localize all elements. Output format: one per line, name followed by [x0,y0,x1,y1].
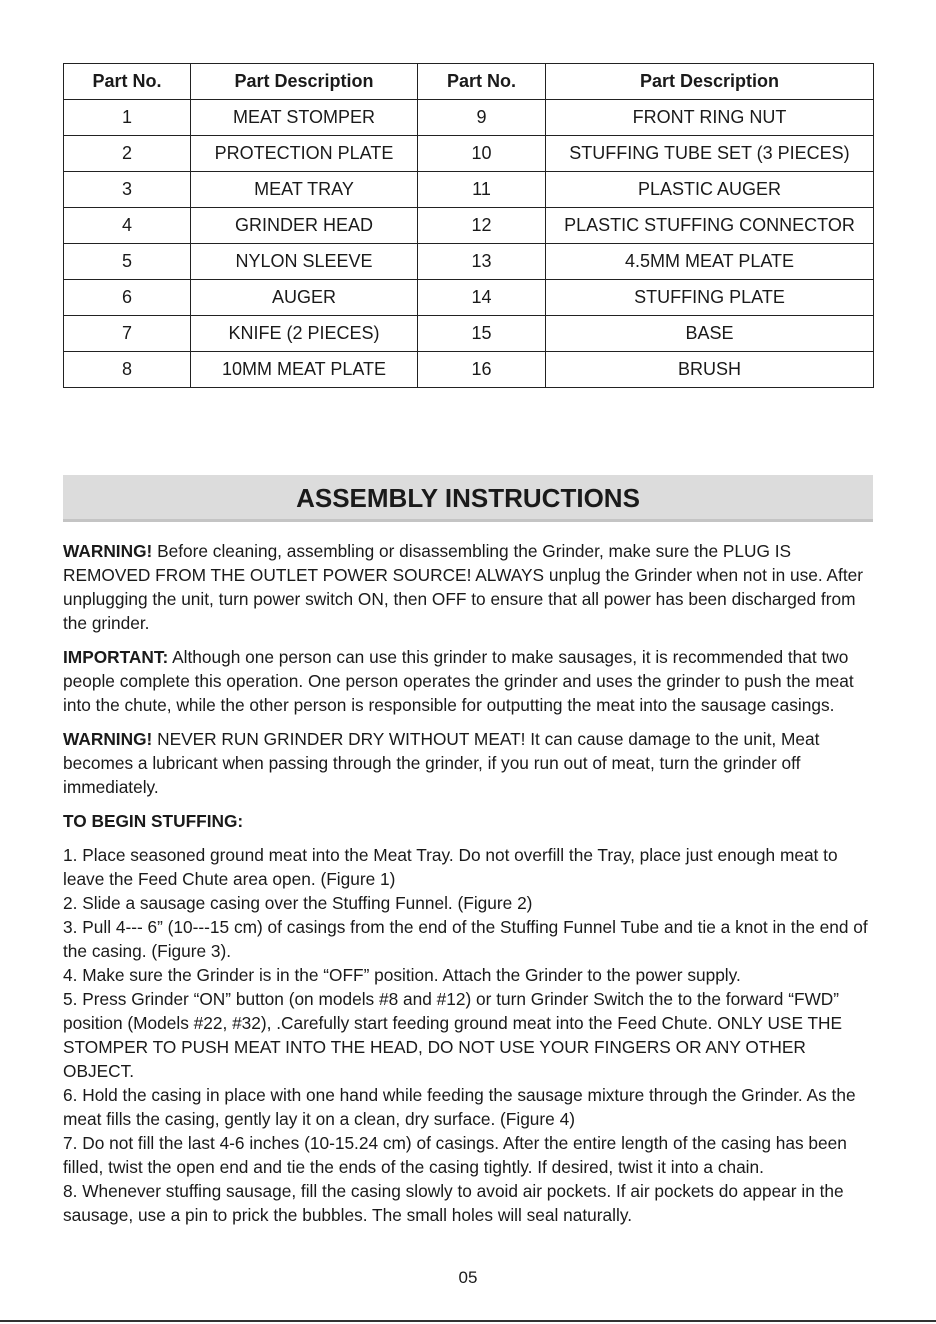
part-description-cell: PLASTIC AUGER [546,172,874,208]
part-number-cell: 4 [64,208,191,244]
part-description-cell: KNIFE (2 PIECES) [191,316,418,352]
warning-label: WARNING! [63,729,153,749]
table-row [64,352,874,388]
part-number-cell: 2 [64,136,191,172]
important-label: IMPORTANT: [63,647,169,667]
part-description-cell: 4.5MM MEAT PLATE [546,244,874,280]
table-row [64,244,874,280]
footer-divider [0,1320,936,1322]
parts-table-header-row [64,64,874,100]
important-paragraph [63,645,875,717]
column-header-part-no: Part No. [418,64,546,100]
warning-paragraph [63,539,875,635]
part-number-cell: 5 [64,244,191,280]
part-description-cell: FRONT RING NUT [546,100,874,136]
part-number-cell: 1 [64,100,191,136]
part-number-cell: 13 [418,244,546,280]
part-description-cell: MEAT TRAY [191,172,418,208]
stuffing-heading: TO BEGIN STUFFING: [63,811,244,831]
part-number-cell: 12 [418,208,546,244]
part-number-cell: 15 [418,316,546,352]
part-description-cell: STUFFING PLATE [546,280,874,316]
part-description-cell: PLASTIC STUFFING CONNECTOR [546,208,874,244]
important-text: Although one person can use this grinder to make sausages, it is recommended that two people complete this operation. One person operates the grinder and uses the grinder to push the meat into the chute, while the other person is responsible for outputting the meat into the sausage casings. [63,647,854,715]
part-description-cell: MEAT STOMPER [191,100,418,136]
parts-table [63,63,874,388]
warning-text: NEVER RUN GRINDER DRY WITHOUT MEAT! It can cause damage to the unit, Meat becomes a lubricant when passing through the grinder, if you run out of meat, turn the grinder off immediately. [63,729,820,797]
stuffing-step: 7. Do not fill the last 4-6 inches (10-15.24 cm) of casings. After the entire length of the casing has been filled, twist the open end and tie the ends of the casing tightly. If desired, twist it into a chain. [63,1133,847,1177]
stuffing-step: 1. Place seasoned ground meat into the Meat Tray. Do not overfill the Tray, place just enough meat to leave the Feed Chute area open. (Figure 1) [63,845,838,889]
part-description-cell: AUGER [191,280,418,316]
warning-text: Before cleaning, assembling or disassembling the Grinder, make sure the PLUG IS REMOVED FROM THE OUTLET POWER SOURCE! ALWAYS unplug the Grinder when not in use. After unplugging the unit, turn power switch ON, then OFF to ensure that all power has been discharged from the grinder. [63,541,863,633]
table-row [64,100,874,136]
stuffing-step: 6. Hold the casing in place with one hand while feeding the sausage mixture through the Grinder. As the meat fills the casing, gently lay it on a clean, dry surface. (Figure 4) [63,1085,856,1129]
part-number-cell: 9 [418,100,546,136]
warning-paragraph [63,727,875,799]
part-number-cell: 16 [418,352,546,388]
table-row [64,208,874,244]
warning-label: WARNING! [63,541,153,561]
part-number-cell: 6 [64,280,191,316]
part-number-cell: 10 [418,136,546,172]
column-header-part-description: Part Description [191,64,418,100]
part-number-cell: 11 [418,172,546,208]
part-number-cell: 3 [64,172,191,208]
part-description-cell: 10MM MEAT PLATE [191,352,418,388]
stuffing-step: 2. Slide a sausage casing over the Stuffing Funnel. (Figure 2) [63,893,533,913]
stuffing-step: 4. Make sure the Grinder is in the “OFF” position. Attach the Grinder to the power supply. [63,965,741,985]
table-row [64,172,874,208]
instructions-body [63,539,875,1227]
part-description-cell: STUFFING TUBE SET (3 PIECES) [546,136,874,172]
stuffing-step: 3. Pull 4-‐‐ 6” (10-‐‐15 cm) of casings from the end of the Stuffing Funnel Tube and tie a knot in the end of the casing. (Figure 3). [63,917,868,961]
part-description-cell: NYLON SLEEVE [191,244,418,280]
part-description-cell: BRUSH [546,352,874,388]
part-description-cell: PROTECTION PLATE [191,136,418,172]
part-description-cell: GRINDER HEAD [191,208,418,244]
part-number-cell: 14 [418,280,546,316]
stuffing-step: 8. Whenever stuffing sausage, fill the casing slowly to avoid air pockets. If air pockets do appear in the sausage, use a pin to prick the bubbles. The small holes will seal naturally. [63,1181,844,1225]
part-number-cell: 8 [64,352,191,388]
page-number: 05 [458,1268,478,1287]
section-title: ASSEMBLY INSTRUCTIONS [63,475,873,522]
stuffing-step: 5. Press Grinder “ON” button (on models #8 and #12) or turn Grinder Switch the to the forward “FWD” position (Models #22, #32), .Carefully start feeding ground meat into the Feed Chute. ONLY USE THE STOMPER TO PUSH MEAT INTO THE HEAD, DO NOT USE YOUR FINGERS OR ANY OTHER OBJECT. [63,989,843,1081]
table-row [64,280,874,316]
part-number-cell: 7 [64,316,191,352]
column-header-part-no: Part No. [64,64,191,100]
table-row [64,316,874,352]
part-description-cell: BASE [546,316,874,352]
table-row [64,136,874,172]
column-header-part-description: Part Description [546,64,874,100]
